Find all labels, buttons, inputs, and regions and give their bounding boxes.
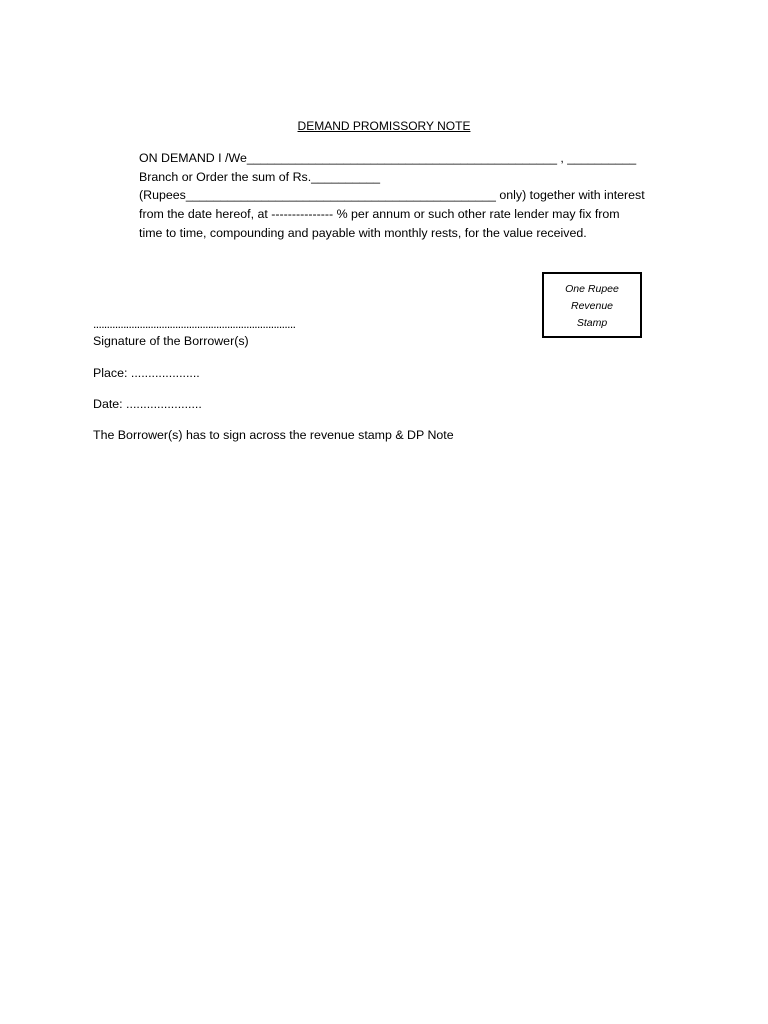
body-line-compounding: time to time, compounding and payable with monthly rests, for the value received. (139, 225, 587, 240)
stamp-line-3: Stamp (576, 317, 608, 330)
body-line-borrower: ON DEMAND I /We_____________________________________________ , __________ (139, 151, 637, 165)
place-field: Place: .................... (93, 366, 200, 380)
body-line-rupees: (Rupees_____________________________________________ only) together with interest (139, 188, 645, 203)
body-line-sum: Branch or Order the sum of Rs.__________ (139, 169, 381, 184)
signature-line: .......................................................................... (93, 317, 296, 331)
promissory-note-body (139, 149, 669, 243)
signature-label: Signature of the Borrower(s) (93, 334, 249, 348)
date-field: Date: ...................... (93, 397, 202, 411)
body-line-interest-rate: from the date hereof, at --------------- % per annum or such other rate lender may fix from (139, 207, 620, 222)
stamp-line-1: One Rupee (565, 283, 619, 295)
stamp-line-2: Revenue (570, 300, 614, 313)
signing-instruction: The Borrower(s) has to sign across the revenue stamp & DP Note (93, 428, 454, 442)
document-title: DEMAND PROMISSORY NOTE (297, 119, 471, 133)
revenue-stamp-box (542, 272, 642, 338)
